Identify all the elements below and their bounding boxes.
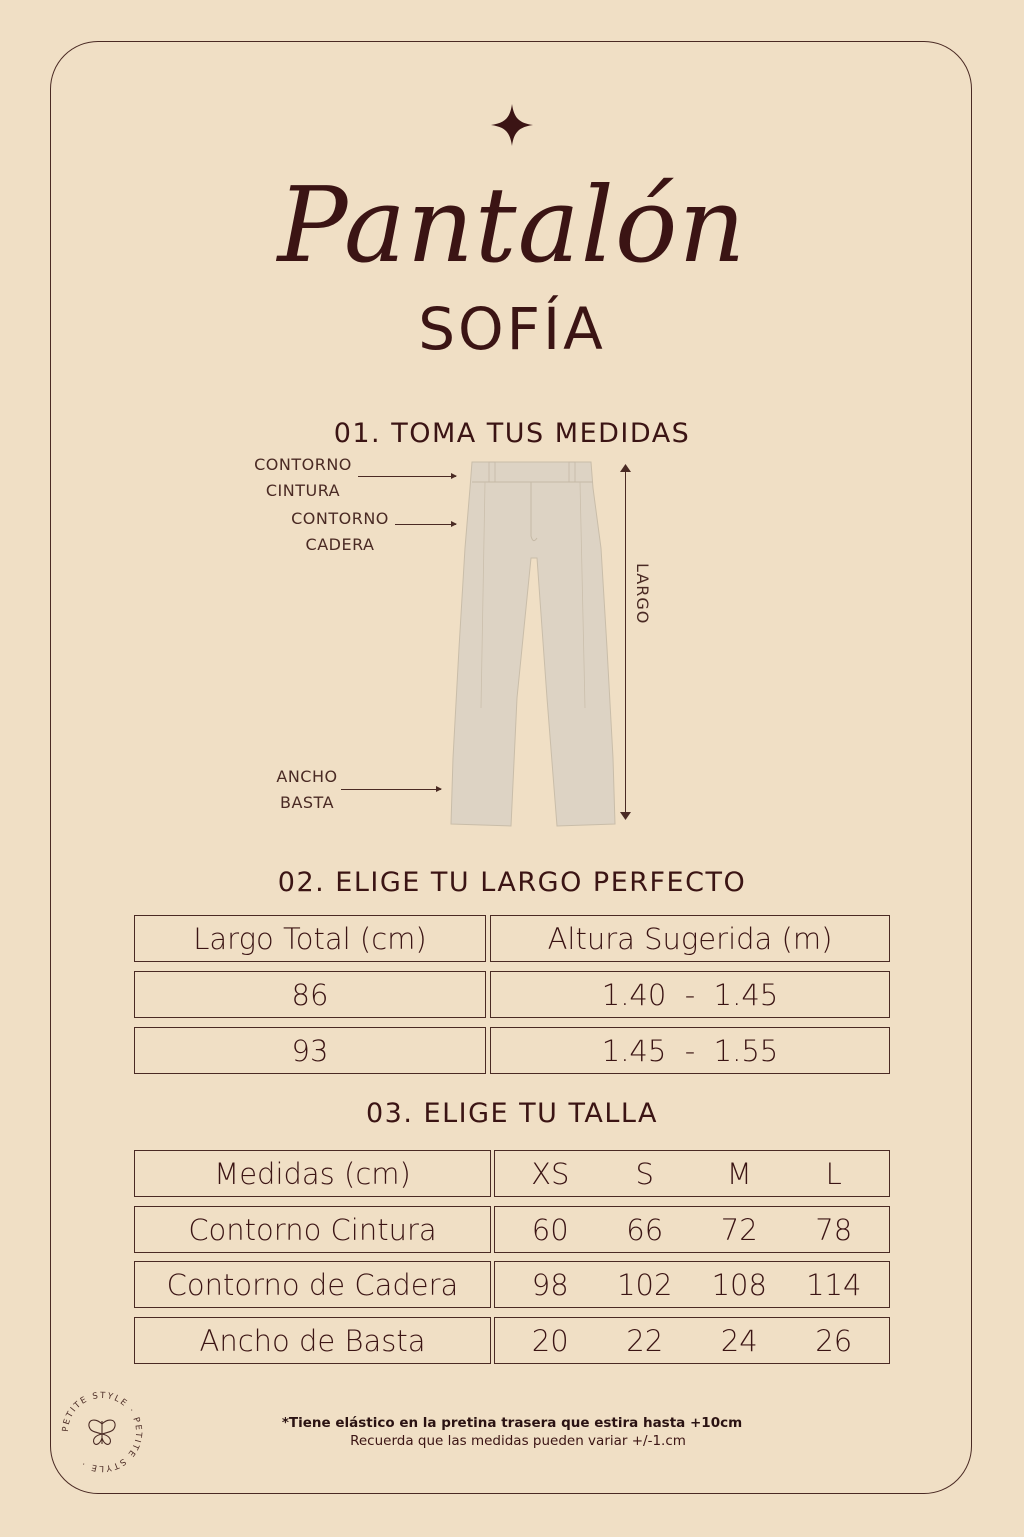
footnote-variance: Recuerda que las medidas pueden variar +/-1.cm [350, 1433, 686, 1449]
table-cell: 66 [626, 1212, 664, 1247]
section-size-title: 03. ELIGE TU TALLA [365, 1098, 659, 1129]
size-row-hem-values [494, 1317, 890, 1364]
length-arrow-top-icon [620, 464, 631, 472]
hem-arrow [341, 789, 441, 790]
length-arrow-bottom-icon [620, 812, 631, 820]
length-measure-line [625, 468, 626, 816]
size-l: L [825, 1156, 842, 1191]
length-header-total: Largo Total (cm) [134, 915, 486, 962]
size-s: S [635, 1156, 654, 1191]
length-row-1-height: 1.40 - 1.45 [490, 971, 890, 1018]
length-row-1-total: 86 [134, 971, 486, 1018]
table-cell: 26 [815, 1323, 853, 1358]
size-header-label: Medidas (cm) [134, 1150, 491, 1197]
waist-arrow [358, 476, 456, 477]
size-xs: XS [531, 1156, 570, 1191]
table-cell: 78 [815, 1212, 853, 1247]
size-row-waist-label: Contorno Cintura [134, 1206, 491, 1253]
size-header-sizes [494, 1150, 890, 1197]
size-row-hip-label: Contorno de Cadera [134, 1261, 491, 1308]
product-title-script: Pantalón [277, 164, 747, 286]
section-length-title: 02. ELIGE TU LARGO PERFECTO [277, 867, 747, 898]
length-row-2-total: 93 [134, 1027, 486, 1074]
size-row-hip-values [494, 1261, 890, 1308]
table-cell: 20 [531, 1323, 569, 1358]
length-header-height: Altura Sugerida (m) [490, 915, 890, 962]
label-length: LARGO [633, 563, 652, 625]
table-cell: 60 [531, 1212, 569, 1247]
pants-illustration [445, 458, 625, 830]
section-measure-title: 01. TOMA TUS MEDIDAS [333, 418, 691, 449]
label-hip: CONTORNO CADERA [291, 509, 389, 554]
table-cell: 108 [711, 1267, 767, 1302]
table-cell: 98 [531, 1267, 569, 1302]
table-cell: 72 [720, 1212, 758, 1247]
product-subtitle: SOFÍA [418, 295, 606, 363]
sparkle-star-icon [491, 104, 533, 146]
brand-logo-butterfly-icon [58, 1388, 146, 1476]
table-cell: 114 [806, 1267, 862, 1302]
length-row-2-height: 1.45 - 1.55 [490, 1027, 890, 1074]
svg-text:PETITE STYLE · PETITE STYLE ·: PETITE STYLE · PETITE STYLE · [60, 1390, 144, 1474]
table-cell: 22 [626, 1323, 664, 1358]
size-row-hem-label: Ancho de Basta [134, 1317, 491, 1364]
label-hem: ANCHO BASTA [276, 767, 338, 812]
label-waist: CONTORNO CINTURA [254, 455, 352, 500]
table-cell: 24 [720, 1323, 758, 1358]
size-row-waist-values [494, 1206, 890, 1253]
size-m: M [726, 1156, 752, 1191]
footnote-elastic: *Tiene elástico en la pretina trasera que estira hasta +10cm [281, 1415, 743, 1431]
table-cell: 102 [617, 1267, 673, 1302]
